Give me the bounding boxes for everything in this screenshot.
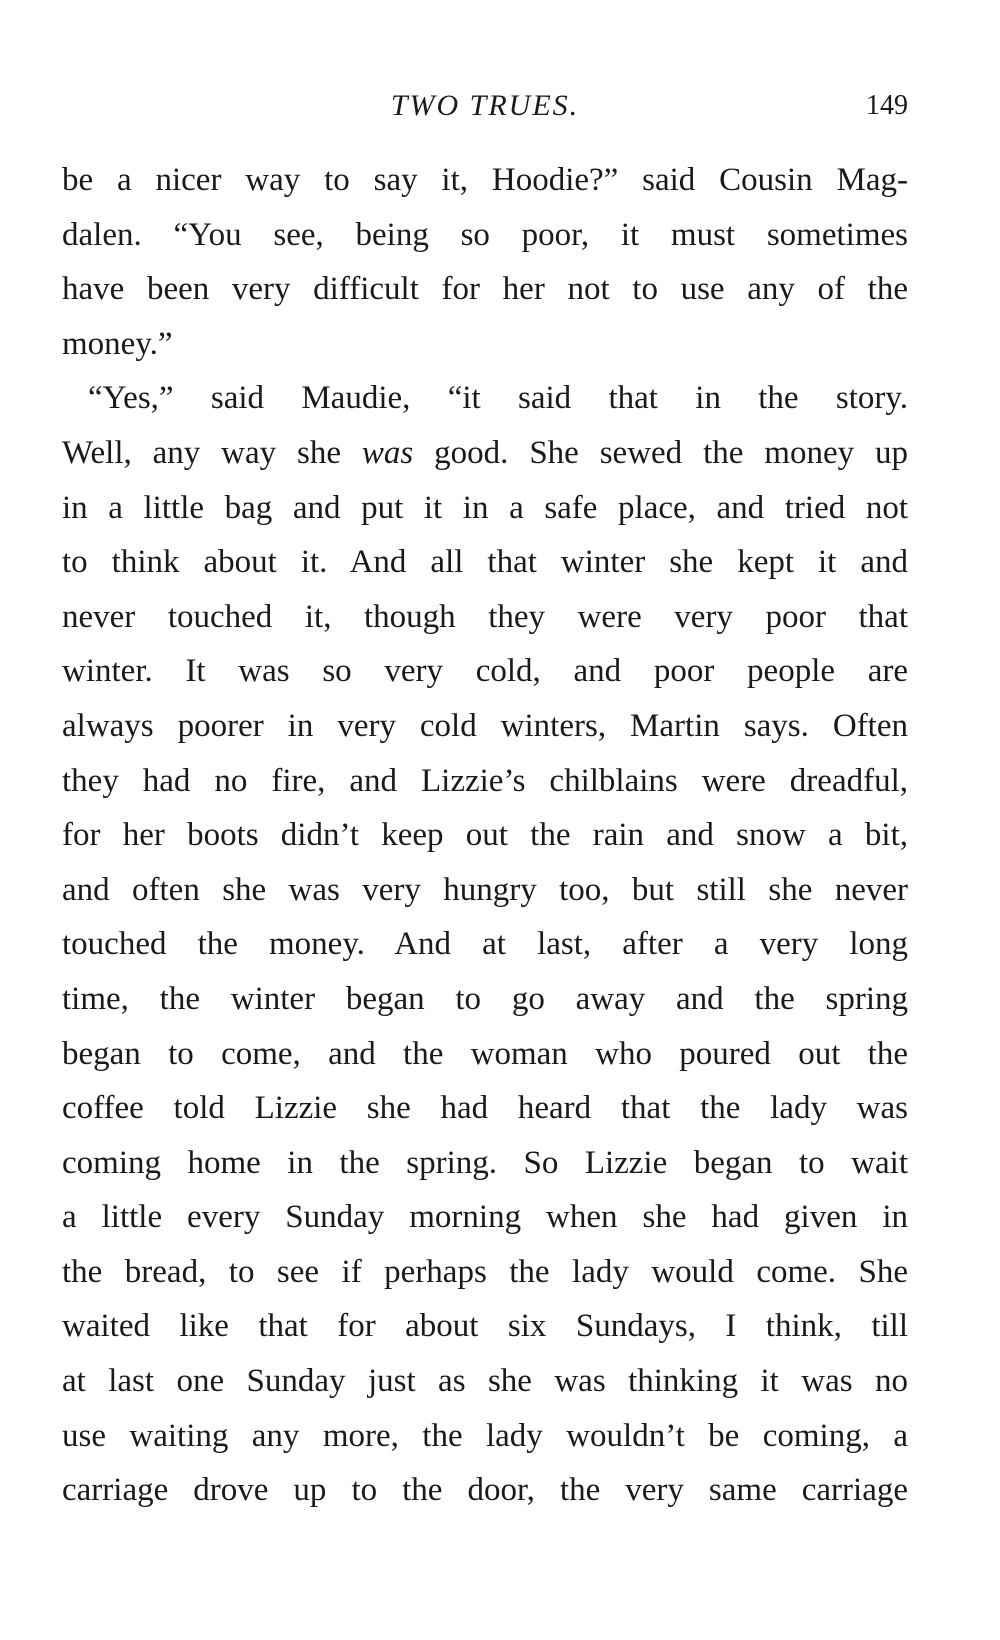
page-number: 149 — [866, 90, 908, 121]
text-line: in a little bag and put it in a safe place, and tried not — [62, 489, 908, 526]
text-line: be a nicer way to say it, Hoodie?” said Cousin Mag- — [62, 162, 908, 198]
text-line: use waiting any more, the lady wouldn’t be coming, a — [62, 1417, 908, 1454]
text-line: always poorer in very cold winters, Martin says. Often — [62, 707, 908, 744]
text-line: “Yes,” said Maudie, “it said that in the story. — [88, 380, 908, 417]
text-segment: Well, any way she — [62, 434, 362, 471]
body-text — [62, 153, 908, 1518]
text-line: money.” — [62, 325, 173, 362]
running-title: TWO TRUES. — [390, 89, 580, 122]
text-line: a little every Sunday morning when she had given in — [62, 1199, 908, 1236]
running-head — [62, 86, 908, 126]
text-line: and often she was very hungry too, but still she never — [62, 871, 908, 908]
text-line: for her boots didn’t keep out the rain and snow a bit, — [62, 817, 908, 854]
text-line: winter. It was so very cold, and poor people are — [62, 653, 908, 690]
text-line: they had no fire, and Lizzie’s chilblains were dreadful, — [62, 762, 908, 799]
italic-word: was — [361, 434, 414, 471]
text-line: dalen. “You see, being so poor, it must sometimes — [62, 216, 908, 253]
text-line: never touched it, though they were very poor that — [62, 598, 908, 635]
text-line: waited like that for about six Sundays, I think, till — [62, 1308, 908, 1345]
text-line: carriage drove up to the door, the very same carriage — [62, 1472, 908, 1509]
text-line: time, the winter began to go away and the spring — [62, 980, 908, 1017]
text-line: have been very difficult for her not to use any of the — [62, 271, 908, 308]
text-line: touched the money. And at last, after a very long — [62, 926, 908, 963]
text-line — [62, 426, 908, 481]
text-line: coming home in the spring. So Lizzie began to wait — [62, 1144, 908, 1181]
text-line: coffee told Lizzie she had heard that the lady was — [62, 1090, 908, 1127]
text-line: began to come, and the woman who poured out the — [62, 1035, 908, 1072]
text-line: the bread, to see if perhaps the lady would come. She — [62, 1253, 908, 1290]
text-line: to think about it. And all that winter she kept it and — [62, 544, 908, 581]
text-line: at last one Sunday just as she was thinking it was no — [62, 1363, 908, 1400]
text-segment: good. She sewed the money up — [413, 434, 908, 471]
